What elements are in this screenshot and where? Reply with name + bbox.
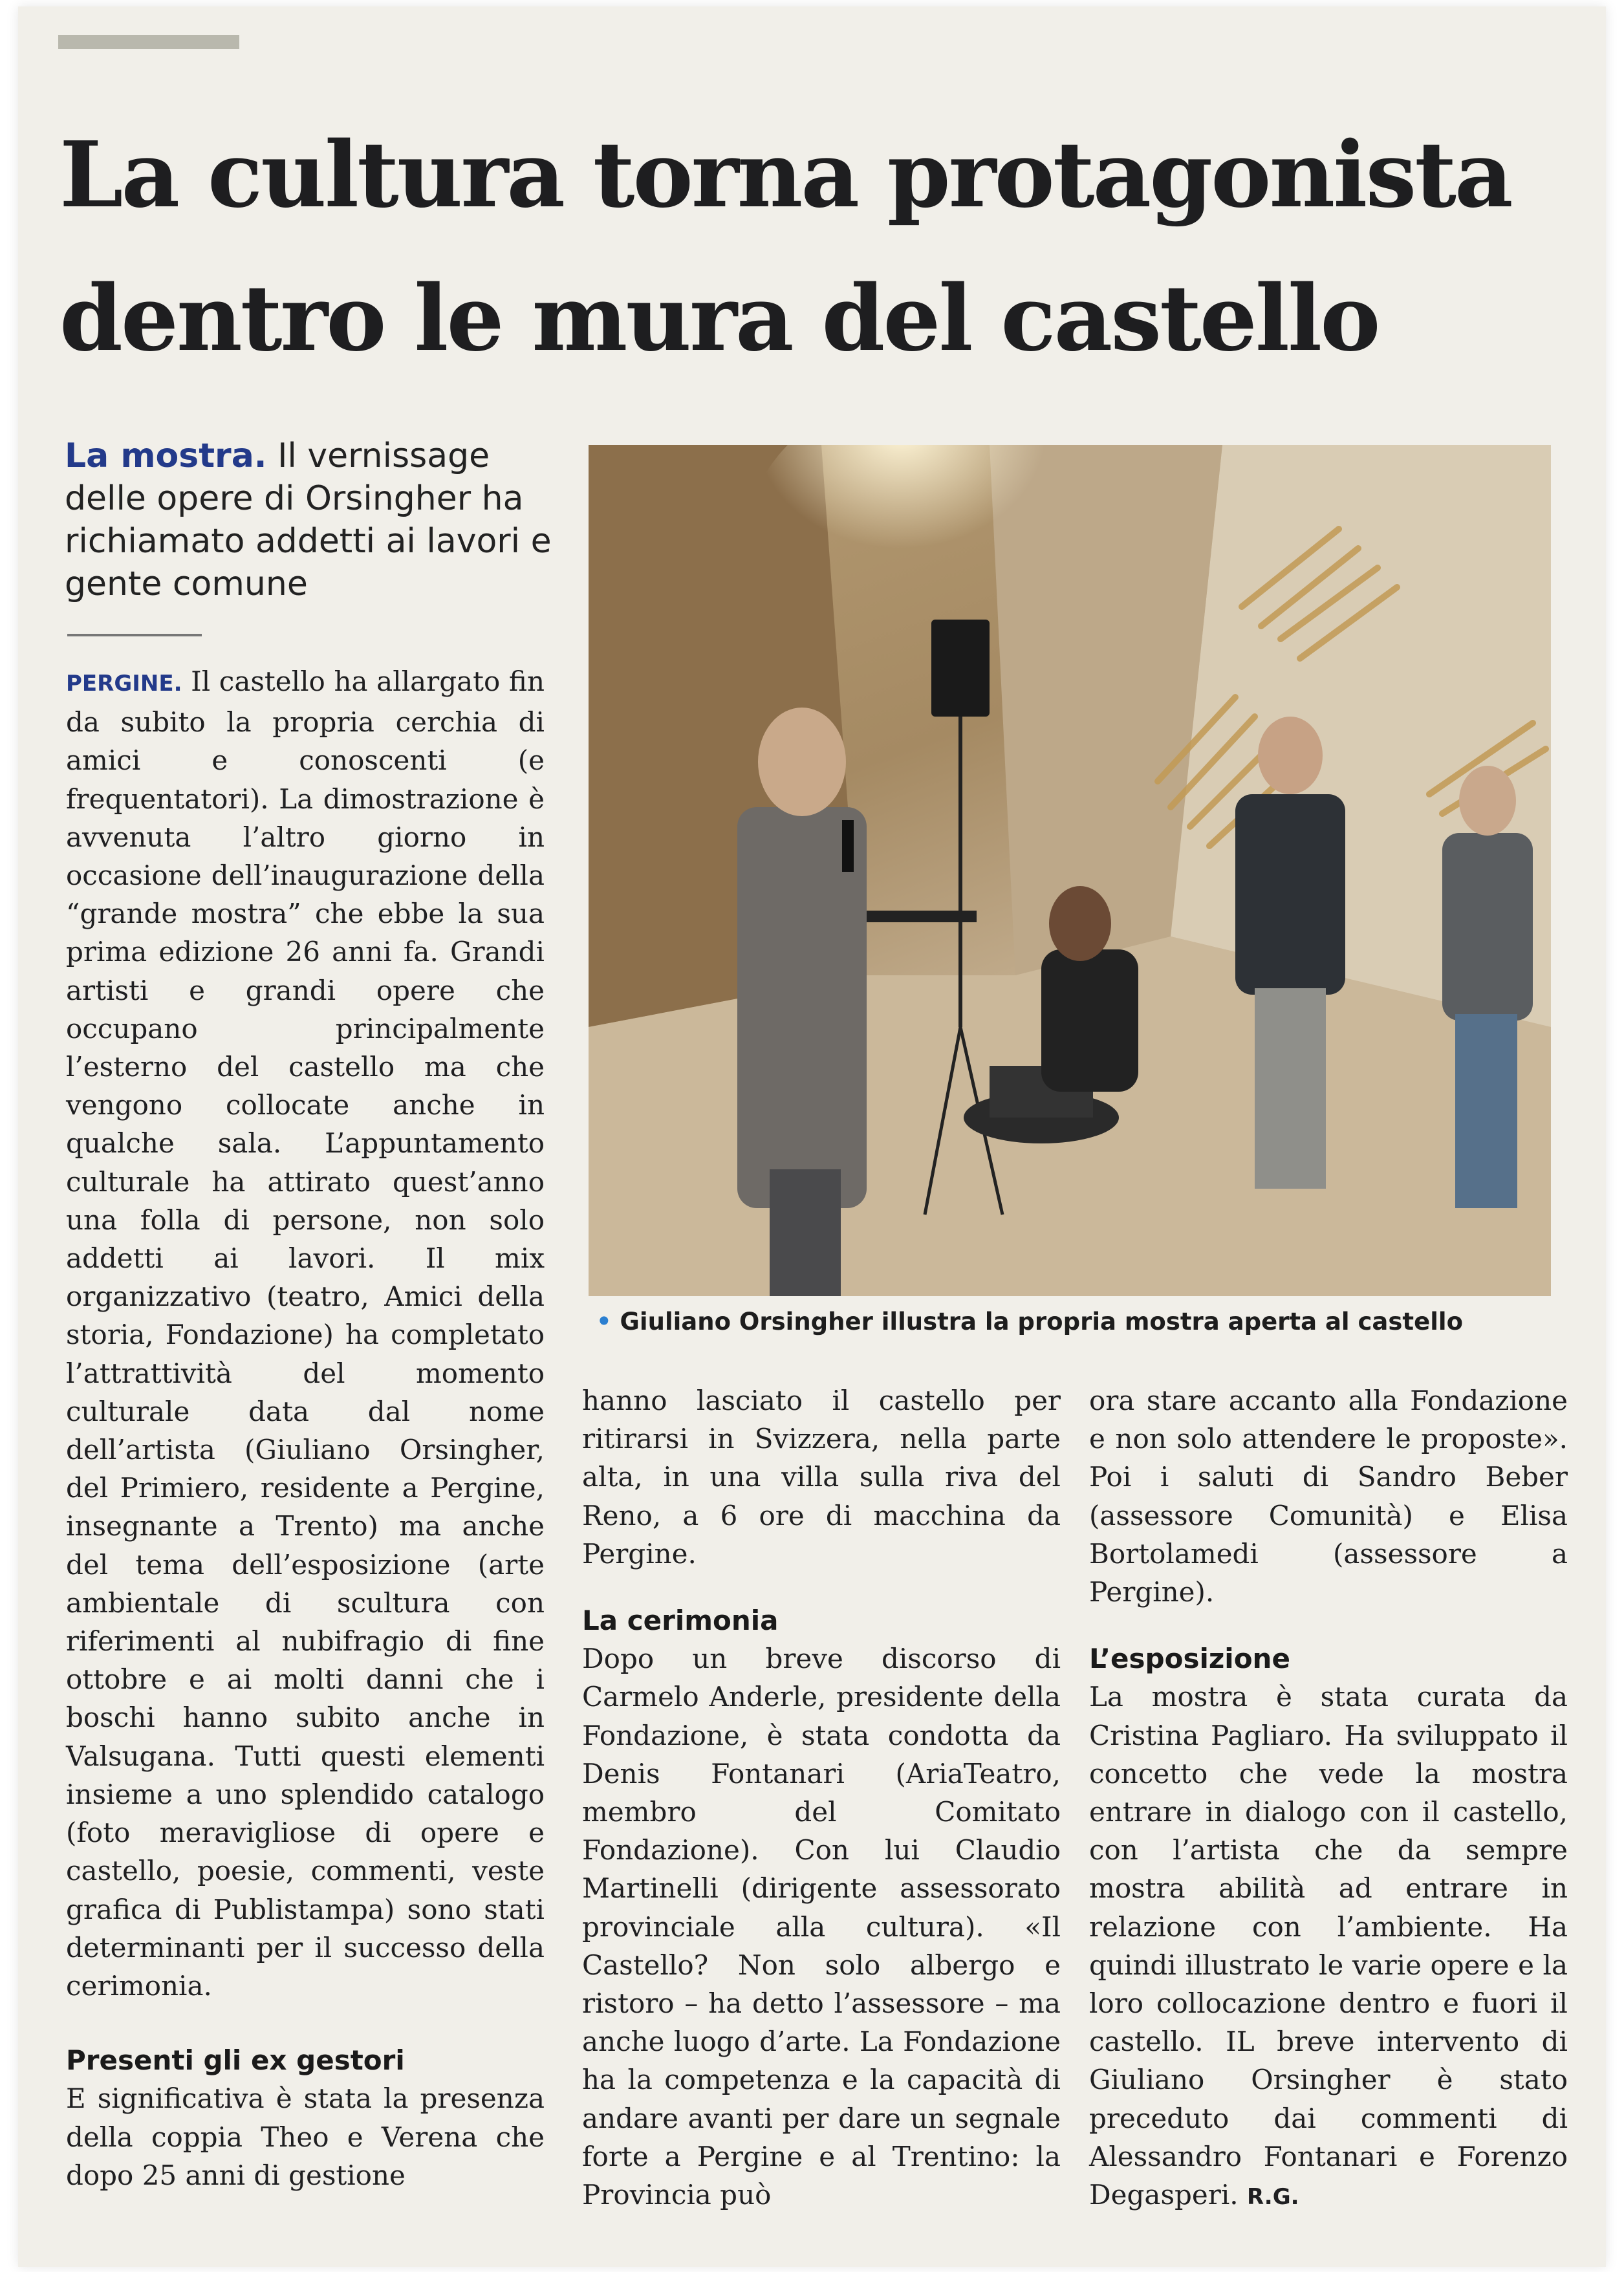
section-bar [58, 35, 239, 49]
headline-line-1: La cultura torna protagonista [60, 122, 1511, 228]
headline-line-2: dentro le mura del castello [60, 266, 1379, 372]
article-column-2 [582, 1381, 1061, 2214]
subhead-text: Il vernissage delle opere di Orsingher ha richiamato addetti ai lavori e gente comune [65, 437, 552, 603]
headline [60, 103, 1560, 391]
article-column-3 [1089, 1381, 1568, 2216]
section-heading-ex-gestori: Presenti gli ex gestori [66, 2044, 405, 2077]
dateline: PERGINE. [66, 671, 182, 697]
caption-text: Giuliano Orsingher illustra la propria mostra aperta al castello [620, 1308, 1463, 1336]
article-column-1 [66, 662, 545, 2194]
paragraph-ex-gestori-cont: hanno lasciato il castello per ritirarsi in Svizzera, nella parte alta, in una villa sulla riva del Reno, a 6 ore di macchina da Pergine. [582, 1385, 1061, 1570]
paragraph-cerimonia: Dopo un breve discorso di Carmelo Anderle, presidente della Fondazione, è stata condotta da Denis Fontanari (AriaTeatro, membro del Comitato Fondazione). Con lui Claudio Martinelli (dirigente assessorato provinciale alla cultura). «Il Castello? Non solo albergo e ristoro – ha detto l’assessore – ma anche luogo d’arte. La Fondazione ha la competenza e la capacità di andare avanti per dare un segnale forte a Pergine e al Trentino: la Provincia può [582, 1643, 1061, 2211]
subheadline [65, 435, 556, 605]
caption-bullet-icon: • [596, 1308, 612, 1336]
paragraph-ex-gestori: E significativa è stata la presenza della coppia Theo e Verena che dopo 25 anni di gestione [66, 2083, 545, 2191]
section-heading-cerimonia: La cerimonia [582, 1605, 779, 1637]
photo-illustration [589, 445, 1551, 1296]
paragraph-cerimonia-cont: ora stare accanto alla Fondazione e non solo attendere le proposte». Poi i saluti di Sandro Beber (assessore Comunità) e Elisa Bortolamedi (assessore a Pergine). [1089, 1385, 1568, 1608]
subhead-kicker: La mostra. [65, 437, 267, 475]
event-photo [589, 445, 1551, 1296]
subhead-divider [67, 634, 202, 636]
author-signature: R.G. [1246, 2184, 1299, 2211]
paragraph-esposizione: La mostra è stata curata da Cristina Pagliaro. Ha sviluppato il concetto che vede la mostra entrare in dialogo con il castello, con l’artista che da sempre mostra abilità ad entrare in relazione con l’ambiente. Ha quindi illustrato le varie opere e la loro collocazione dentro e fuori il castello. IL breve intervento di Giuliano Orsingher è stato preceduto dai commenti di Alessandro Fontanari e Forenzo Degasperi. [1089, 1681, 1568, 2211]
paragraph-intro: Il castello ha allargato fin da subito la propria cerchia di amici e conoscenti (e frequentatori). La dimostrazione è avvenuta l’altro giorno in occasione dell’inaugurazione della “grande mostra” che ebbe la sua prima edizione 26 anni fa. Grandi artisti e grandi opere che occupano principalmente l’esterno del castello ma che vengono collocate anche in qualche sala. L’appuntamento culturale ha attirato quest’anno una folla di persone, non solo addetti ai lavori. Il mix organizzativo (teatro, Amici della storia, Fondazione) ha completato l’attrattività del momento culturale data dal nome dell’artista (Giuliano Orsingher, del Primiero, residente a Pergine, insegnante a Trento) ma anche del tema dell’esposizione (arte ambientale di scultura con riferimenti al nubifragio di fine ottobre e ai molti danni che i boschi hanno subito anche in Valsugana. Tutti questi elementi insieme a uno splendido catalogo (foto meravigliose di opere e castello, poesie, commenti, veste grafica di Publistampa) sono stati determinanti per il successo della cerimonia. [66, 665, 545, 2002]
photo-caption [596, 1305, 1554, 1339]
section-heading-esposizione: L’esposizione [1089, 1643, 1290, 1675]
